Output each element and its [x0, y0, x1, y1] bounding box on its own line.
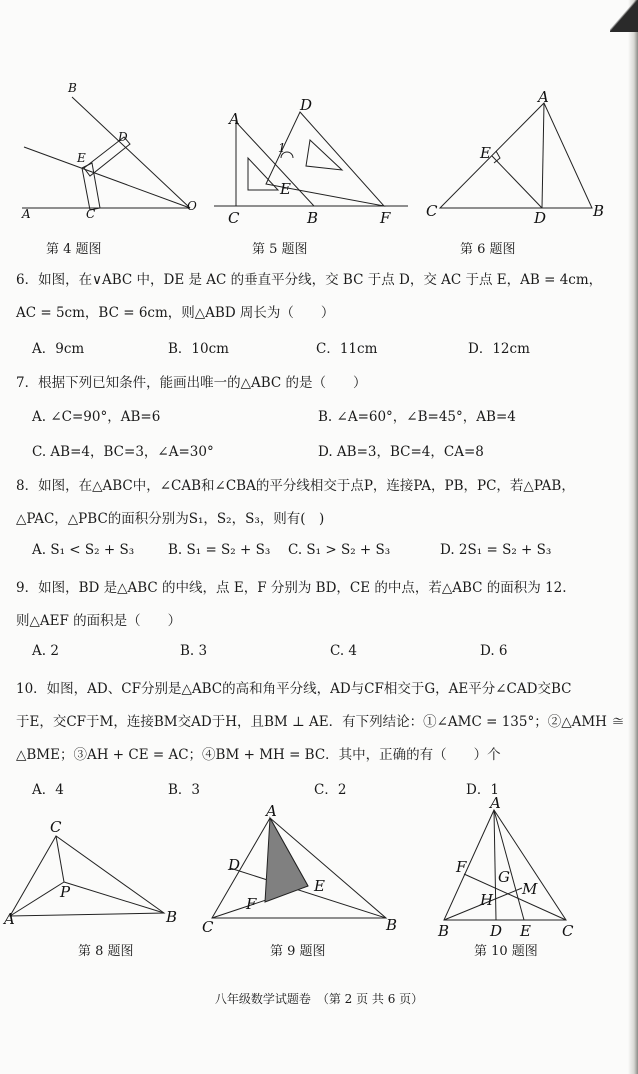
question-6-option-d: D．12cm: [468, 341, 530, 357]
figure-10-caption: 第 10 题图: [474, 944, 538, 959]
figure-8-caption: 第 8 题图: [78, 944, 134, 959]
svg-text:C: C: [562, 922, 574, 940]
svg-text:A: A: [22, 207, 31, 221]
svg-text:G: G: [498, 868, 510, 886]
figure-5-caption: 第 5 题图: [252, 242, 308, 257]
svg-text:F: F: [456, 858, 467, 876]
svg-text:C: C: [86, 207, 96, 221]
svg-text:D: D: [118, 130, 128, 144]
question-10-option-d: D．1: [466, 782, 499, 798]
question-8-text-line-2: △PAC，△PBC的面积分别为S₁，S₂，S₃，则有( ): [16, 511, 325, 527]
svg-text:M: M: [522, 880, 538, 898]
question-9-option-c: C. 4: [330, 643, 358, 659]
svg-text:A: A: [229, 110, 240, 128]
question-7-option-b: B. ∠A=60°，∠B=45°，AB=4: [318, 409, 516, 425]
svg-text:F: F: [380, 209, 391, 227]
figure-6-diagram: [440, 103, 592, 208]
svg-text:B: B: [68, 81, 77, 95]
question-6-option-b: B．10cm: [168, 341, 229, 357]
question-6-text-line-1: 6．如图，在∨ABC 中，DE 是 AC 的垂直平分线，交 BC 于点 D，交 AC 于点 E，AB = 4cm，: [16, 272, 603, 288]
question-8-text-line-1: 8．如图，在△ABC中，∠CAB和∠CBA的平分线相交于点P，连接PA，PB，PC，若△PAB，: [16, 478, 575, 494]
svg-text:E: E: [520, 922, 531, 940]
svg-text:B: B: [166, 908, 178, 926]
figure-5-diagram: [214, 112, 408, 206]
question-7-option-c: C. AB=4，BC=3，∠A=30°: [32, 444, 214, 460]
question-9-option-d: D. 6: [480, 643, 508, 659]
page-footer: 八年级数学试题卷 （第 2 页 共 6 页）: [214, 992, 424, 1006]
question-9-text-line-2: 则△AEF 的面积是（ ）: [16, 613, 182, 629]
svg-text:E: E: [77, 151, 86, 165]
svg-text:D: D: [534, 209, 547, 227]
svg-text:D: D: [490, 922, 503, 940]
svg-text:E: E: [280, 180, 291, 198]
svg-text:B: B: [438, 922, 450, 940]
svg-text:F: F: [246, 895, 257, 913]
question-10-option-c: C．2: [314, 782, 347, 798]
svg-text:D: D: [300, 96, 313, 114]
svg-text:P: P: [60, 883, 71, 901]
svg-text:C: C: [202, 918, 214, 936]
question-8-option-a: A. S₁ < S₂ + S₃: [32, 542, 135, 558]
question-8-option-c: C. S₁ > S₂ + S₃: [288, 542, 391, 558]
question-6-option-c: C．11cm: [316, 341, 378, 357]
svg-text:C: C: [50, 818, 62, 836]
svg-text:H: H: [480, 891, 494, 909]
figure-8-diagram: [10, 836, 164, 916]
svg-text:E: E: [480, 144, 491, 162]
question-8-option-d: D. 2S₁ = S₂ + S₃: [440, 542, 552, 558]
svg-text:A: A: [266, 802, 277, 820]
question-9-text-line-1: 9．如图，BD 是△ABC 的中线，点 E，F 分别为 BD，CE 的中点，若△ABC 的面积为 12.: [16, 580, 567, 596]
svg-text:B: B: [386, 916, 398, 934]
svg-text:1: 1: [278, 141, 286, 155]
question-10-text-line-2: 于E，交CF于M，连接BM交AD于H，且BM ⊥ AE．有下列结论：①∠AMC = 135°；②△AMH ≅: [16, 714, 625, 730]
figure-9-caption: 第 9 题图: [270, 944, 326, 959]
svg-text:C: C: [228, 209, 240, 227]
svg-text:A: A: [538, 88, 549, 106]
figure-4-caption: 第 4 题图: [46, 242, 102, 257]
svg-text:E: E: [314, 877, 325, 895]
svg-text:B: B: [593, 202, 605, 220]
svg-text:A: A: [490, 794, 501, 812]
svg-text:O: O: [187, 199, 197, 213]
question-7-option-d: D. AB=3，BC=4，CA=8: [318, 444, 484, 460]
question-10-option-b: B．3: [168, 782, 201, 798]
svg-text:A: A: [4, 910, 15, 928]
question-6-text-line-2: AC = 5cm，BC = 6cm，则△ABD 周长为（ ）: [16, 305, 335, 321]
question-7-text-line-1: 7．根据下列已知条件，能画出唯一的△ABC 的是（ ）: [16, 375, 367, 391]
svg-text:B: B: [307, 209, 319, 227]
question-10-text-line-3: △BME；③AH + CE = AC；④BM + MH = BC．其中，正确的有（ ）个: [16, 747, 501, 763]
question-9-option-b: B. 3: [180, 643, 208, 659]
question-7-option-a: A. ∠C=90°，AB=6: [32, 409, 161, 425]
question-10-option-a: A．4: [32, 782, 64, 798]
svg-text:C: C: [426, 202, 438, 220]
question-8-option-b: B. S₁ = S₂ + S₃: [168, 542, 271, 558]
question-10-text-line-1: 10．如图，AD、CF分别是△ABC的高和角平分线，AD与CF相交于G，AE平分∠CAD交BC: [16, 681, 572, 697]
figure-6-caption: 第 6 题图: [460, 242, 516, 257]
question-6-option-a: A．9cm: [32, 341, 85, 357]
figure-4-diagram: [22, 97, 190, 210]
question-9-option-a: A. 2: [32, 643, 59, 659]
svg-text:D: D: [228, 856, 241, 874]
